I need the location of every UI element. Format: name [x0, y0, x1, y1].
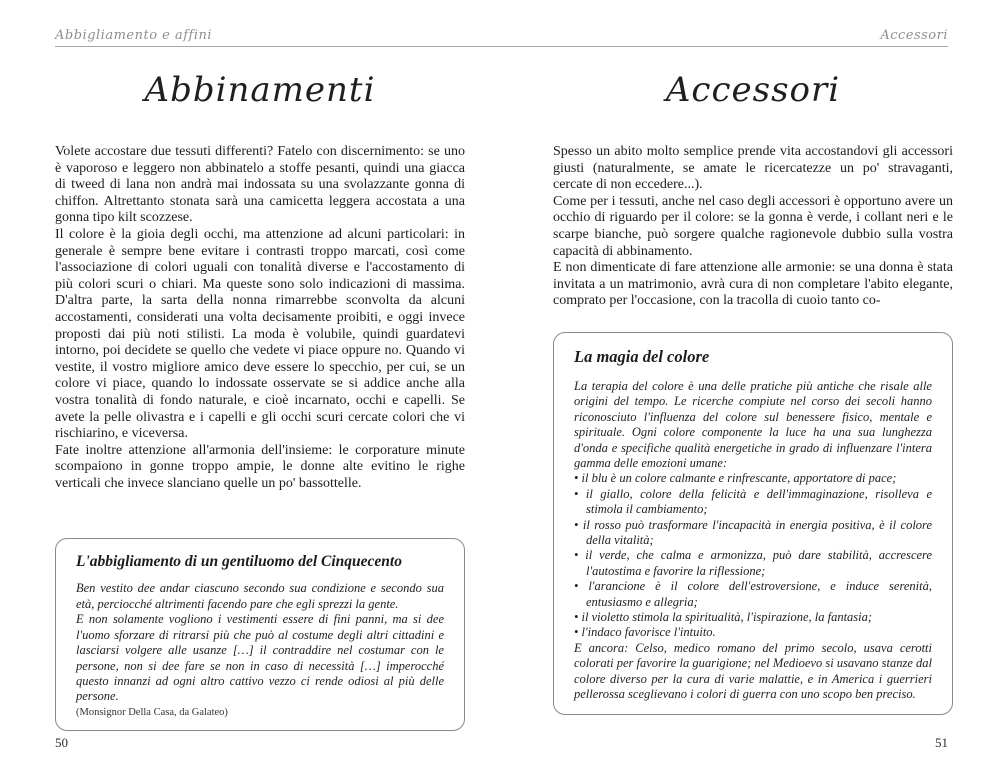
box-intro: La terapia del colore è una delle pratiche più antiche che risale alle origini del tempo. Le ricerche compiute nel corso dei secoli hanno riconosciuto l'influenza del colore sul benessere fisico, mentale e spirituale. Ogni colore componente la luce ha una sua lunghezza d'onda e specifiche qualità energetiche in grado di influenzare l'intera gamma delle emozioni umane: [574, 378, 932, 470]
color-bullet-list [574, 471, 932, 640]
bullet-item: • l'indaco favorisce l'intuito. [574, 625, 932, 640]
header-rule [55, 46, 948, 47]
page-number-right: 51 [935, 735, 948, 750]
box-paragraph: Ben vestito dee andar ciascuno secondo sua condizione e secondo sua età, perciocché altrimenti facendo pare che egli sprezzi la gente. [76, 581, 444, 611]
chapter-title-abbinamenti: Abbinamenti [144, 70, 376, 110]
page-number-left: 50 [55, 735, 68, 750]
right-body-text [553, 144, 953, 310]
bullet-item: • il blu è un colore calmante e rinfrescante, apportatore di pace; [574, 471, 932, 486]
bullet-item: • il verde, che calma e armonizza, può dare stabilità, accrescere l'autostima e favorire la riflessione; [574, 548, 932, 579]
paragraph: E non dimenticate di fare attenzione alle armonie: se una donna è stata invitata a un matrimonio, avrà cura di non completare l'abito elegante, comprato per l'occasione, con la tracolla di cuoio tanto co- [553, 260, 953, 309]
running-head [55, 28, 948, 43]
paragraph: Volete accostare due tessuti differenti? Fatelo con discernimento: se uno è vaporoso e leggero non abbinatelo a stoffe pesanti, quindi una giacca di tweed di lana non andrà mai indossata su una svolazzante gonna di chiffon. Altrettanto stonata sarà una camicetta leggera accostata a una gonna tipo kilt scozzese. [55, 144, 465, 226]
running-head-left: Abbigliamento e affini [55, 28, 213, 43]
paragraph: Come per i tessuti, anche nel caso degli accessori è opportuno avere un occhio di riguardo per il colore: se la gonna è verde, i collant neri e le scarpe bianche, può sorgere qualche ragionevole dubbio sulla vostra capacità di abbinamento. [553, 193, 953, 259]
bullet-item: • il giallo, colore della felicità e dell'immaginazione, risolleva e stimola il cambiamento; [574, 487, 932, 518]
box-paragraph: E non solamente vogliono i vestimenti essere di fini panni, ma si dee l'uomo sforzare di ritrarsi più che può al costume degli altri cittadini e lasciarsi volgere alle usanze […] il contraddire nel costumar con le persone, non si dee fare se non in caso di necessità […] imperocché questo innanzi ad ogni altro cattivo vezzo ci rende odiosi al più delle persone. [76, 612, 444, 704]
left-body-text [55, 144, 465, 492]
color-magic-box [553, 332, 953, 716]
paragraph: Il colore è la gioia degli occhi, ma attenzione ad alcuni particolari: in generale è sempre bene evitare i contrasti troppo marcati, così come l'associazione di colori uguali con tonalità diverse e l'accostamento di più colori scuri o chiari. Ma queste sono solo indicazioni di massima. D'altra parte, la sarta della nonna rimarrebbe sconvolta da alcuni accostamenti, considerati una volta decisamente proibiti, e oggi invece proposti dai più noti stilisti. La moda è volubile, quindi guardatevi intorno, poi decidete se quello che vedete vi piace oppure no. Quando vi vestite, il vostro migliore amico deve essere lo specchio, per cui, se un colore vi piace, quando lo indossate osservate se si addice anche alla vostra tonalità di fondo naturale, e cioè incarnato, occhi e capelli. Se avete la pelle olivastra e i capelli e gli occhi scuri cercate colori che vi rischiarino, e viceversa. [55, 226, 465, 442]
box-attribution: (Monsignor Della Casa, da Galateo) [76, 706, 228, 718]
bullet-item: • il rosso può trasformare l'incapacità in energia positiva, è il colore della vitalità; [574, 518, 932, 549]
box-title: L'abbigliamento di un gentiluomo del Cinquecento [76, 553, 402, 571]
bullet-item: • l'arancione è il colore dell'estroversione, e induce serenità, entusiasmo e allegria; [574, 579, 932, 610]
chapter-title-accessori: Accessori [665, 70, 841, 110]
paragraph: Spesso un abito molto semplice prende vita accostandovi gli accessori giusti (naturalmente, se amate le ricercatezze un po' stravaganti, cercate di non eccedere...). [553, 144, 953, 193]
bullet-item: • il violetto stimola la spiritualità, l'ispirazione, la fantasia; [574, 610, 932, 625]
left-page [55, 70, 465, 731]
gentleman-quote-box [55, 538, 465, 730]
running-head-right: Accessori [880, 28, 948, 43]
right-page [553, 70, 953, 715]
box-outro: E ancora: Celso, medico romano del primo secolo, usava cerotti colorati per favorire la guarigione; nel Medioevo si usavano stanze dal colore diverso per la cura di varie malattie, e in America i guerrieri pellerossa sceglievano i colori di guerra con uno scopo ben preciso. [574, 640, 932, 702]
box-title: La magia del colore [574, 346, 710, 366]
paragraph: Fate inoltre attenzione all'armonia dell'insieme: le corporature minute scompaiono in gonne troppo ampie, le donne alte evitino le righe verticali che invece slanciano quelle un po' bassottelle. [55, 442, 465, 491]
